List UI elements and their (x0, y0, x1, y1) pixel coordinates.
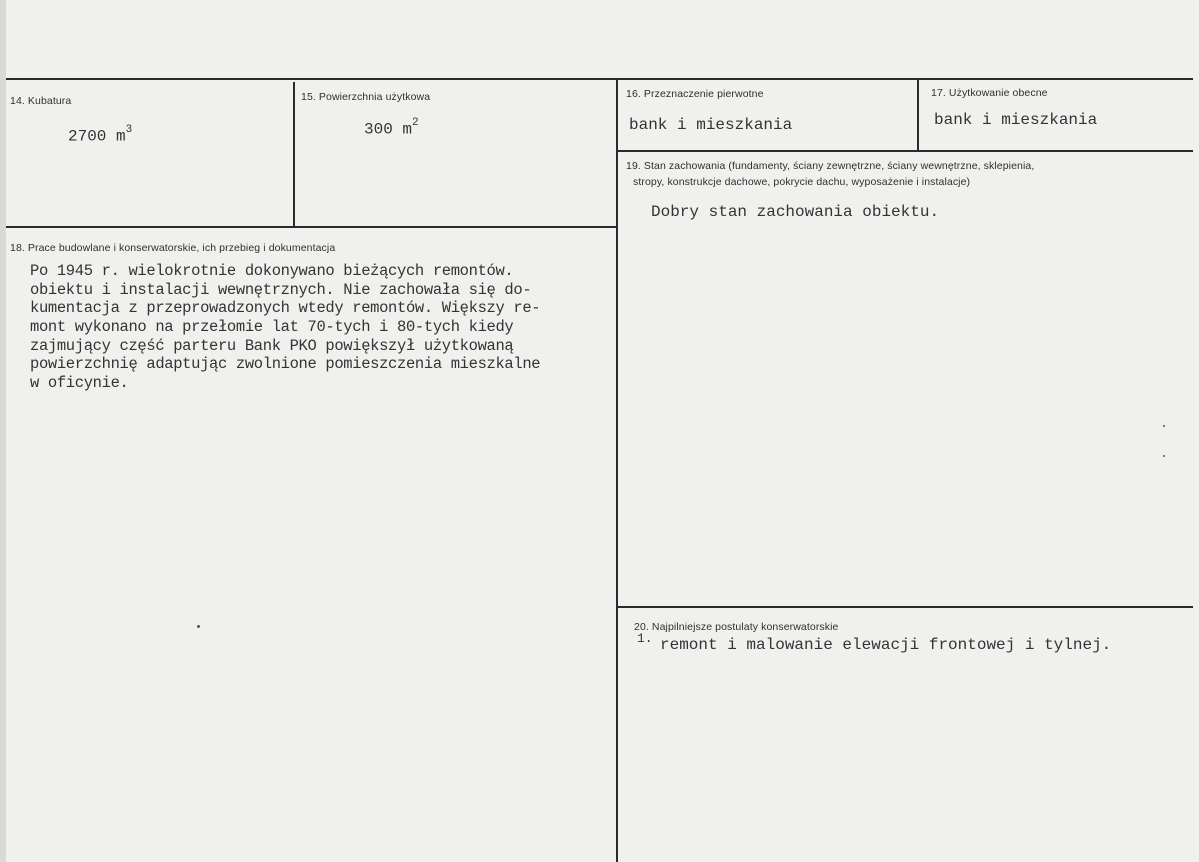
field-18-line: Po 1945 r. wielokrotnie dokonywano bieżących remontów. (30, 262, 514, 280)
divider-16-17 (917, 78, 919, 151)
field-19-label-line2: stropy, konstrukcje dachowe, pokrycie dachu, wyposażenie i instalacje) (633, 176, 971, 188)
card-edge (0, 0, 6, 862)
field-14-label: 14. Kubatura (10, 95, 72, 107)
field-18-line: powierzchnię adaptując zwolnione pomieszczenia mieszkalne (30, 355, 541, 373)
field-18-line: mont wykonano na przełomie lat 70-tych i 80-tych kiedy (30, 318, 514, 336)
divider-center (616, 78, 618, 862)
field-14-value: 2700 $m^3$ (68, 124, 133, 146)
field-18-label: 18. Prace budowlane i konserwatorskie, ich przebieg i dokumentacja (10, 242, 336, 254)
field-15-label: 15. Powierzchnia użytkowa (301, 91, 431, 103)
field-16-value: bank i mieszkania (629, 116, 793, 134)
field-18-line: w oficynie. (30, 374, 129, 392)
field-17-value: bank i mieszkania (934, 111, 1098, 129)
field-15-value: 300 $m^2$ (364, 117, 419, 139)
field-19-label-line1: 19. Stan zachowania (fundamenty, ściany zewnętrzne, ściany wewnętrzne, sklepienia, (626, 160, 1035, 172)
top-rule (6, 78, 1193, 80)
field-18-line: zajmujący część parteru Bank PKO powiększył użytkowaną (30, 337, 514, 355)
field-19-value: Dobry stan zachowania obiektu. (651, 203, 940, 221)
rule-under-19 (618, 606, 1193, 608)
field-18-line: obiektu i instalacji wewnętrznych. Nie zachowała się do- (30, 281, 532, 299)
ink-speck (197, 625, 200, 628)
rule-under-14-15 (6, 226, 618, 228)
field-20-value: remont i malowanie elewacji frontowej i tylnej. (660, 636, 1112, 654)
ink-speck (1163, 425, 1165, 427)
rule-under-16-17 (617, 150, 1193, 152)
field-20-label: 20. Najpilniejsze postulaty konserwatorskie (634, 621, 839, 633)
field-16-label: 16. Przeznaczenie pierwotne (626, 88, 764, 100)
field-17-label: 17. Użytkowanie obecne (931, 87, 1048, 99)
ink-speck (1163, 455, 1165, 457)
divider-14-15 (293, 82, 295, 227)
field-18-line: kumentacja z przeprowadzonych wtedy remontów. Większy re- (30, 299, 541, 317)
field-20-item-number: 1. (637, 631, 653, 646)
